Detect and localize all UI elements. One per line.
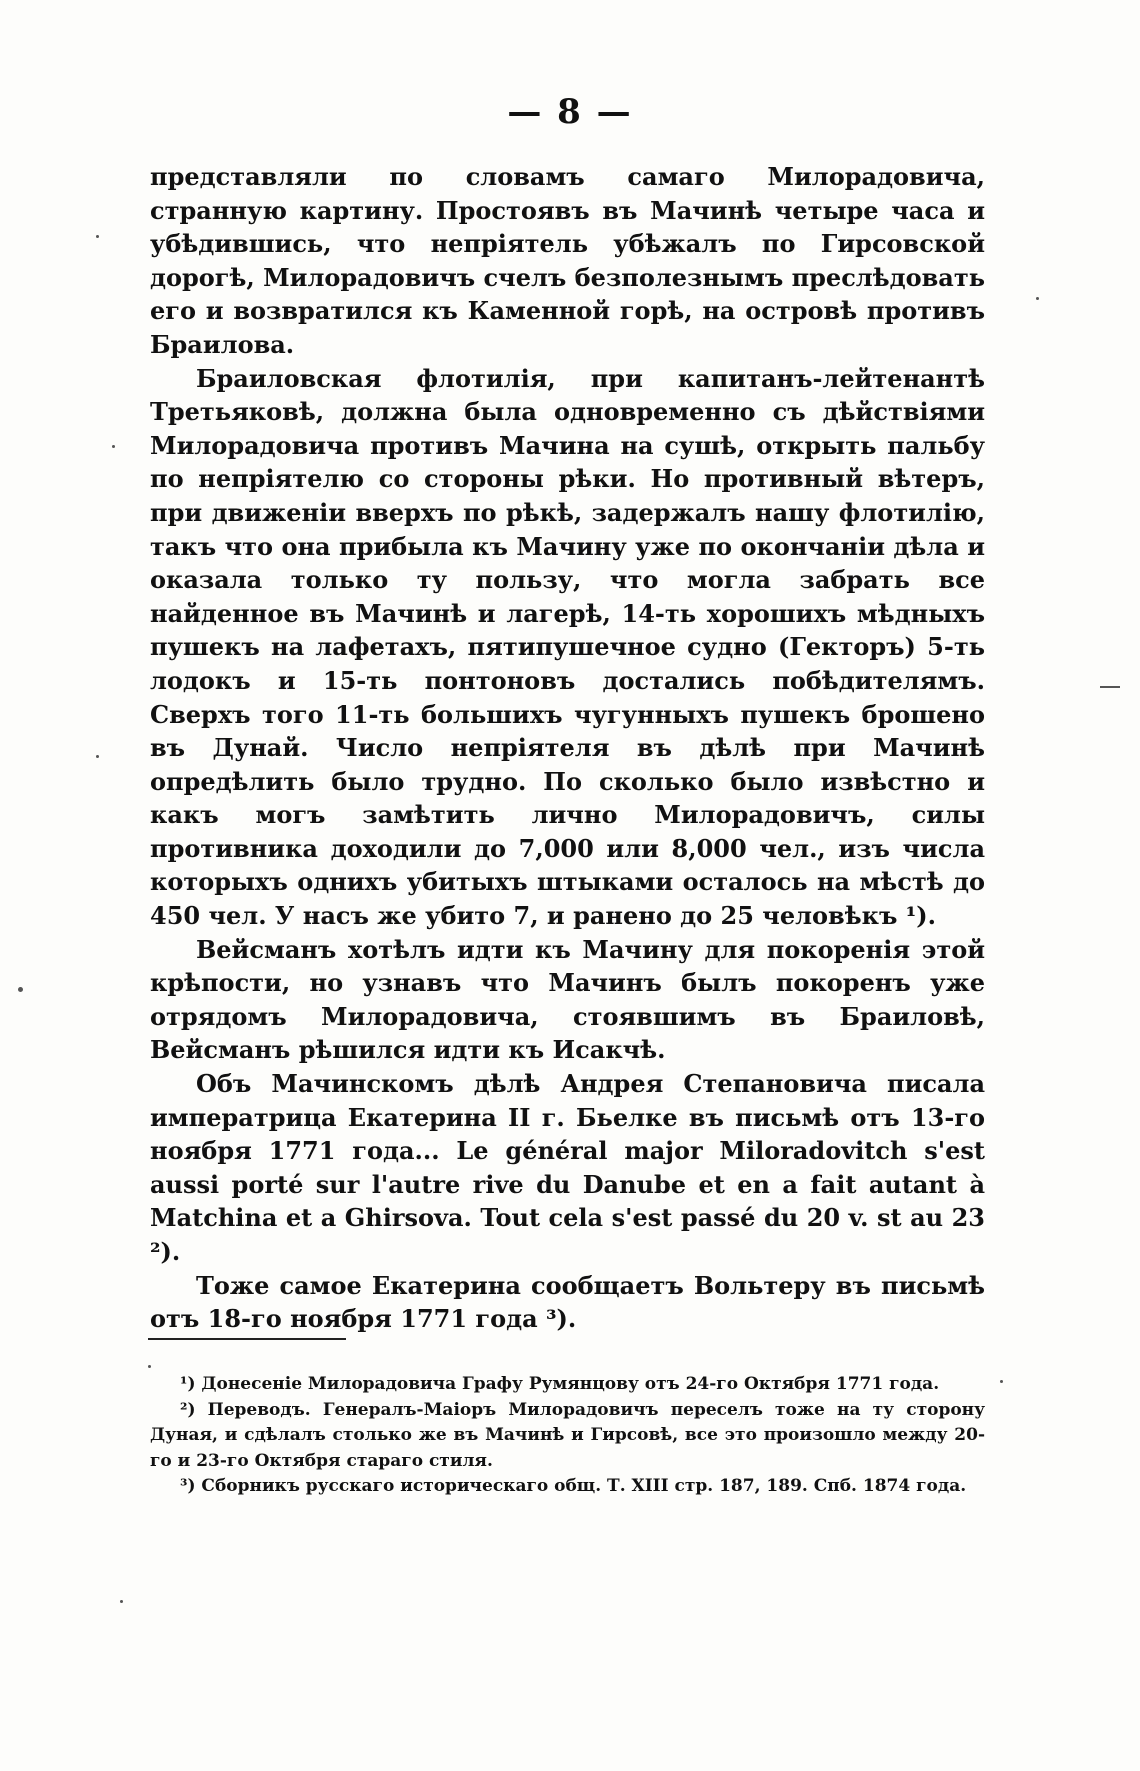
paragraph: Браиловская флотилія, при капитанъ-лейтенантѣ Третьяковѣ, должна была одновременно съ дѣйствіями Милорадовича противъ Мачина на сушѣ, открыть пальбу по непріятелю со стороны рѣки. Но противный вѣтеръ, при движеніи вверхъ по рѣкѣ, задержалъ нашу флотилію, такъ что она прибыла къ Мачину уже по окончаніи дѣла и оказала только ту пользу, что могла забрать все найденное въ Мачинѣ и лагерѣ, 14-ть хорошихъ мѣдныхъ пушекъ на лафетахъ, пятипушечное судно (Гекторъ) 5-ть лодокъ и 15-ть понтоновъ достались побѣдителямъ. Сверхъ того 11-ть большихъ чугунныхъ пушекъ брошено въ Дунай. Число непріятеля въ дѣлѣ при Мачинѣ опредѣлить было трудно. По сколько было извѣстно и какъ могъ замѣтить лично Милорадовичъ, силы противника доходили до 7,000 или 8,000 чел., изъ числа которыхъ однихъ убитыхъ штыками осталось на мѣстѣ до 450 чел. У насъ же убито 7, и ранено до 25 человѣкъ ¹). <box>150 363 985 931</box>
footnotes <box>150 1372 985 1500</box>
footnote: ¹) Донесеніе Милорадовича Графу Румянцову отъ 24-го Октября 1771 года. <box>180 1374 940 1394</box>
paper-speck <box>120 1600 123 1603</box>
paper-speck <box>1036 297 1039 300</box>
paper-speck <box>96 235 99 238</box>
main-text <box>150 160 985 1336</box>
footnote-divider <box>148 1338 346 1340</box>
paper-speck <box>1000 1380 1003 1383</box>
paragraph: Объ Мачинскомъ дѣлѣ Андрея Степановича писала императрица Екатерина II г. Бьелке въ письмѣ отъ 13-го ноября 1771 года... Le général major Miloradovitch s'est aussi porté sur l'autre rive du Danube et en a fait autant à Matchina et a Ghirsova. Tout cela s'est passé du 20 v. st au 23 ²). <box>150 1069 985 1266</box>
paragraph: Вейсманъ хотѣлъ идти къ Мачину для покоренія этой крѣпости, но узнавъ что Мачинъ былъ покоренъ уже отрядомъ Милорадовича, стоявшимъ въ Браиловѣ, Вейсманъ рѣшился идти къ Исакчѣ. <box>150 934 985 1065</box>
paper-speck <box>1100 686 1120 688</box>
paper-speck <box>96 755 99 758</box>
footnote: ²) Переводъ. Генералъ-Маіоръ Милорадовичъ переселъ тоже на ту сторону Дуная, и сдѣлалъ столько же въ Мачинѣ и Гирсовѣ, все это произошло между 20-го и 23-го Октября стараго стиля. <box>150 1399 985 1471</box>
paragraph: представляли по словамъ самаго Милорадовича, странную картину. Простоявъ въ Мачинѣ четыре часа и убѣдившись, что непріятель убѣжалъ по Гирсовской дорогѣ, Милорадовичъ счелъ безполезнымъ преслѣдовать его и возвратился къ Каменной горѣ, на островѣ противъ Браилова. <box>150 162 985 359</box>
page-number: — 8 — <box>507 92 633 132</box>
paper-speck <box>112 445 115 448</box>
paragraph: Тоже самое Екатерина сообщаетъ Вольтеру въ письмѣ отъ 18-го ноября 1771 года ³). <box>150 1270 985 1334</box>
footnote: ³) Сборникъ русскаго историческаго общ. Т. XIII стр. 187, 189. Спб. 1874 года. <box>180 1476 967 1496</box>
paper-speck <box>148 1365 151 1368</box>
paper-speck <box>18 987 23 992</box>
